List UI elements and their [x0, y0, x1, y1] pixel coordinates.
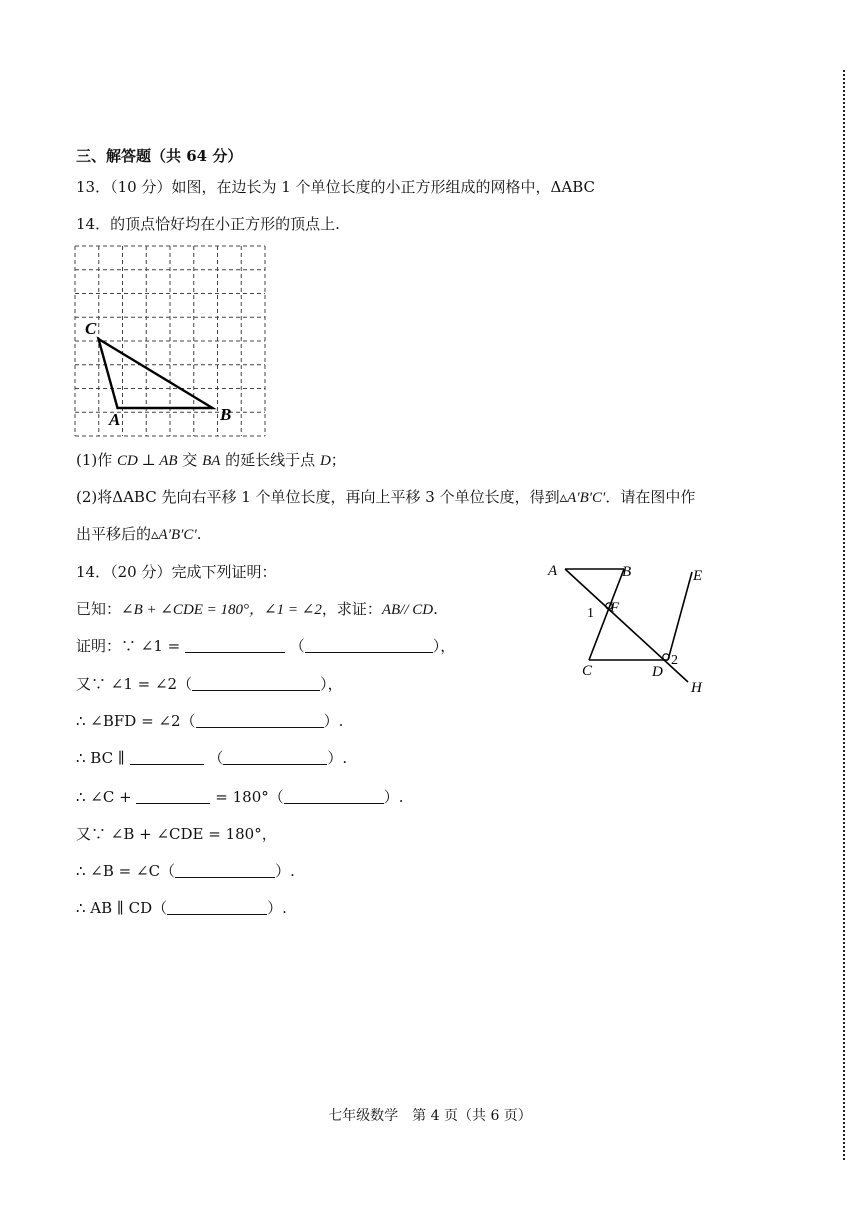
label-b: B — [220, 405, 232, 424]
fig-label-f: F — [610, 600, 620, 616]
answer-blank[interactable] — [167, 900, 267, 915]
fig-label-2: 2 — [671, 653, 678, 668]
answer-blank[interactable] — [185, 638, 285, 653]
label-a: A — [109, 410, 121, 429]
page-footer: 七年级数学 第 4 页（共 6 页） — [328, 1108, 532, 1124]
proof-line-5: ∴ ∠C + = 180°（ ）. — [76, 788, 404, 806]
answer-blank[interactable] — [130, 750, 204, 765]
grid-figure — [70, 240, 270, 440]
binding-dotted-line — [843, 70, 845, 1160]
q13-line1: 13．（10 分）如图，在边长为 1 个单位长度的小正方形组成的网格中，ΔABC — [76, 178, 595, 196]
proof-figure — [540, 558, 720, 698]
proof-line-7: ∴ ∠B = ∠C（ ）. — [76, 862, 295, 880]
proof-line-8: ∴ AB ∥ CD（ ）. — [76, 899, 287, 917]
proof-line-1: 证明：∵ ∠1 = （ ）， — [76, 637, 456, 655]
proof-line-6: 又∵ ∠B + ∠CDE = 180°， — [76, 825, 277, 843]
section-title: 三、解答题（共 64 分） — [76, 147, 243, 165]
answer-blank[interactable] — [223, 750, 327, 765]
q14-given: 已知：∠B + ∠CDE = 180°，∠1 = ∠2，求证：AB// CD. — [76, 600, 438, 618]
answer-blank[interactable] — [136, 789, 210, 804]
q13-part1: (1)作 CD ⊥ AB 交 BA 的延长线于点 D； — [76, 451, 346, 469]
triangle-abc — [99, 339, 213, 408]
fig-label-h: H — [691, 680, 702, 696]
proof-line-3: ∴ ∠BFD = ∠2（ ）. — [76, 712, 344, 730]
answer-blank[interactable] — [196, 713, 324, 728]
fig-label-e: E — [693, 568, 703, 584]
answer-blank[interactable] — [305, 638, 433, 653]
fig-label-d: D — [652, 664, 663, 680]
answer-blank[interactable] — [192, 676, 320, 691]
fig-label-b: B — [622, 564, 632, 580]
fig-label-c: C — [582, 663, 593, 679]
answer-blank[interactable] — [175, 863, 275, 878]
proof-line-4: ∴ BC ∥ （ ）. — [76, 749, 348, 767]
q13-part2-cont: 出平移后的▵A′B′C′. — [76, 525, 202, 543]
q14-header: 14．（20 分）完成下列证明： — [76, 563, 277, 581]
answer-blank[interactable] — [284, 789, 384, 804]
label-c: C — [85, 319, 97, 338]
q13-part2: (2)将ΔABC 先向右平移 1 个单位长度，再向上平移 3 个单位长度，得到▵A′B′C′．请在图中作 — [76, 488, 696, 506]
q13-line2: 14．的顶点恰好均在小正方形的顶点上. — [76, 215, 340, 233]
proof-line-2: 又∵ ∠1 = ∠2（ ）， — [76, 675, 343, 693]
fig-label-a: A — [548, 563, 558, 579]
fig-label-1: 1 — [587, 606, 594, 621]
